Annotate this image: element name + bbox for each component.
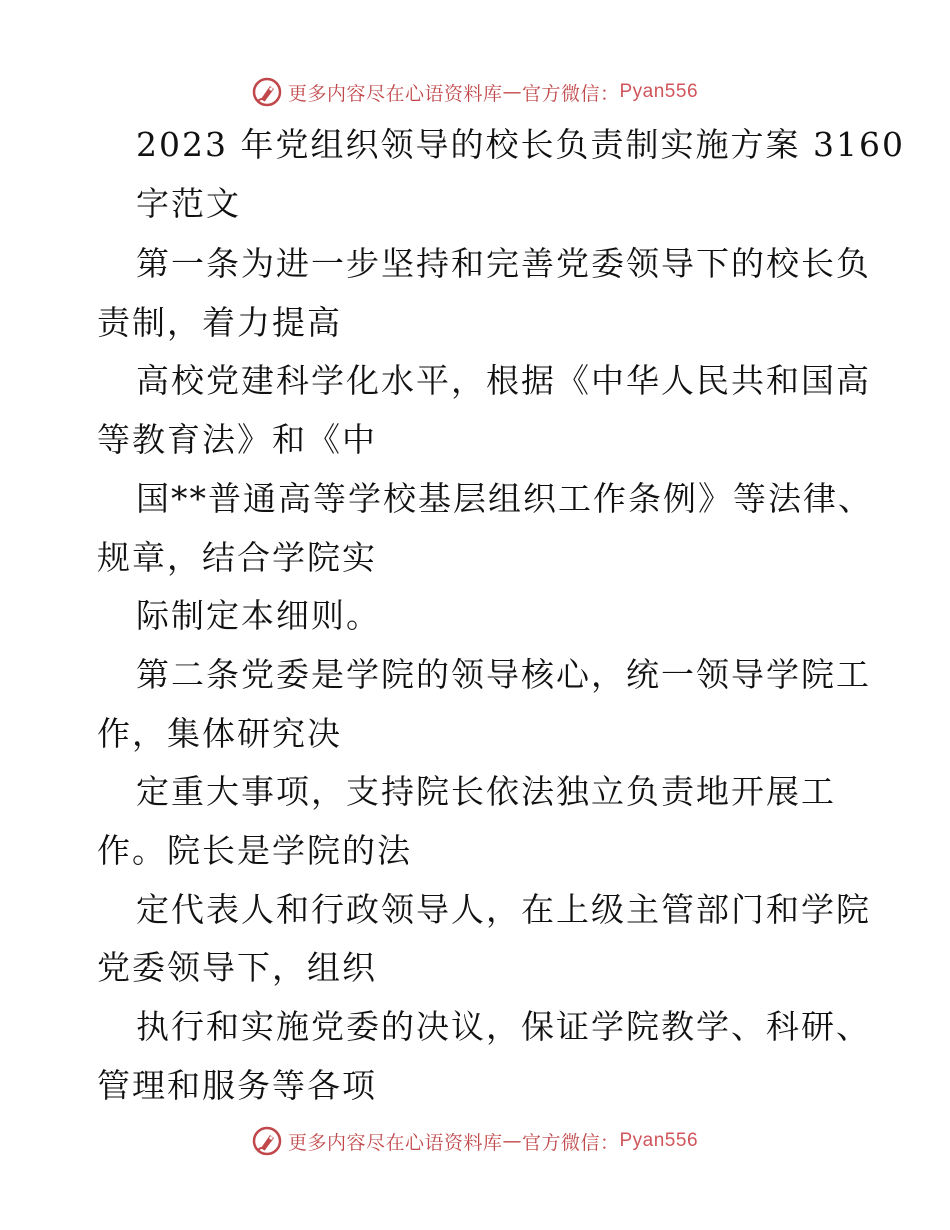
watermark-account: Pyan556: [619, 1130, 699, 1151]
body-line: 国**普通高等学校基层组织工作条例》等法律、: [136, 479, 873, 518]
watermark-account: Pyan556: [619, 81, 699, 102]
body-line: 定重大事项，支持院长依法独立负责地开展工: [136, 772, 836, 811]
body-line: 际制定本细则。: [136, 596, 381, 635]
title-line-2: 字范文: [136, 184, 241, 223]
footer-watermark: [0, 1121, 950, 1161]
watermark-text: 更多内容尽在心语资料库: [287, 1131, 503, 1154]
body-line: 规章，结合学院实: [97, 538, 377, 577]
body-line: 作。院长是学院的法: [97, 831, 412, 870]
watermark-suffix: 官方微信：: [521, 82, 620, 105]
body-line: 管理和服务等各项: [97, 1066, 377, 1105]
watermark-separator: —: [502, 1130, 522, 1152]
title-line-1: 2023 年党组织领导的校长负责制实施方案 3160: [136, 125, 905, 164]
body-line: 党委领导下，组织: [97, 948, 377, 987]
body-line: 第一条为进一步坚持和完善党委领导下的校长负: [136, 244, 871, 283]
watermark-suffix: 官方微信：: [521, 1131, 620, 1154]
body-line: 第二条党委是学院的领导核心，统一领导学院工: [136, 655, 871, 694]
body-line: 高校党建科学化水平，根据《中华人民共和国高: [136, 361, 871, 400]
body-line: 等教育法》和《中: [97, 420, 377, 459]
body-line: 执行和实施党委的决议，保证学院教学、科研、: [136, 1007, 871, 1046]
watermark-text: 更多内容尽在心语资料库: [287, 82, 503, 105]
body-line: 定代表人和行政领导人，在上级主管部门和学院: [136, 890, 871, 929]
pen-nib-logo-icon: [252, 1126, 282, 1156]
body-line: 作，集体研究决: [97, 714, 342, 753]
body-line: 责制，着力提高: [97, 303, 342, 342]
watermark-separator: —: [502, 81, 522, 103]
